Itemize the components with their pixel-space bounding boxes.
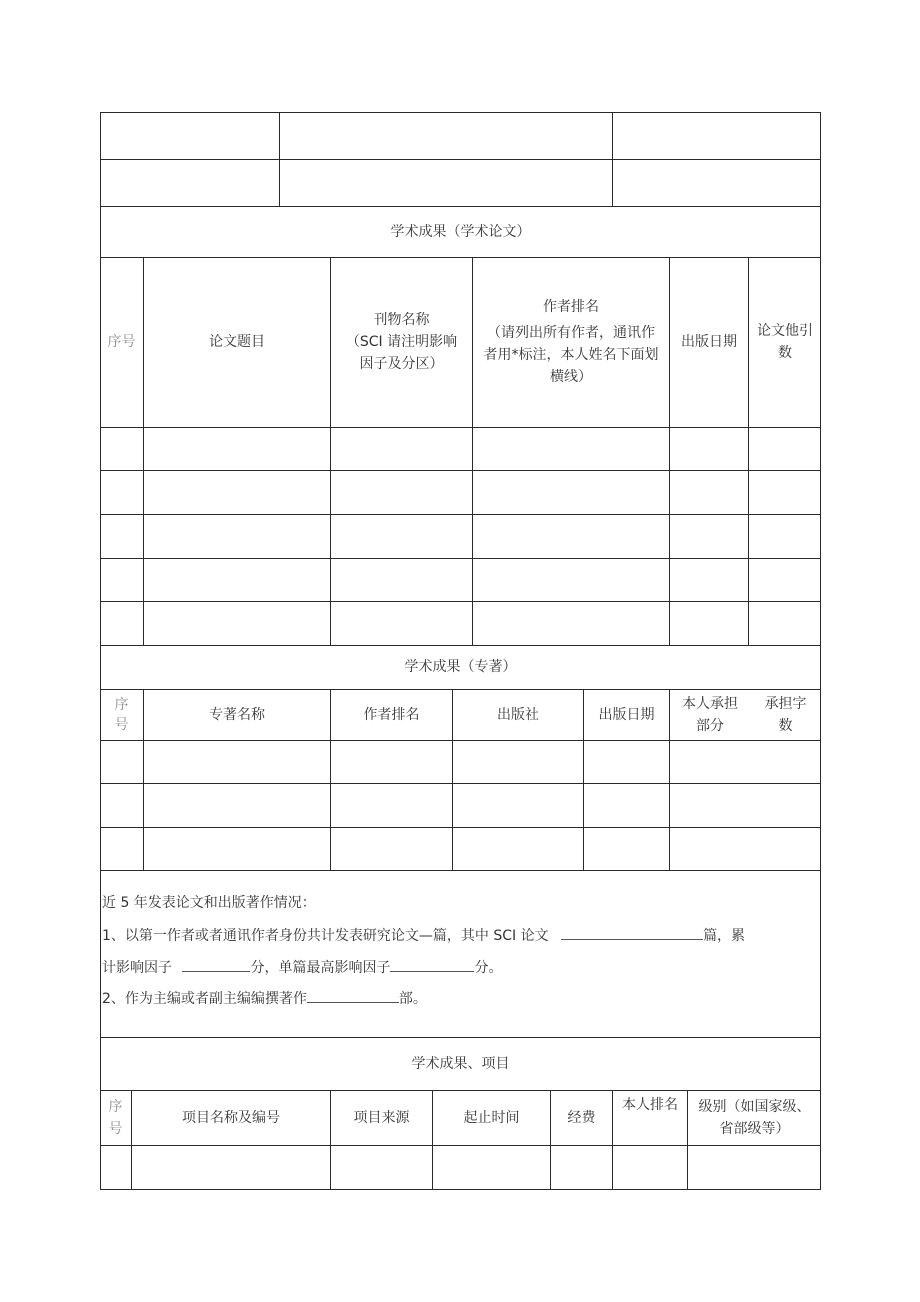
section-title-text: 学术成果（学术论文） [390,223,531,240]
divider [100,827,821,828]
section-title-text: 学术成果（专著） [404,659,517,675]
header-project-source: 项目来源 [353,1109,410,1126]
header-book-name: 专著名称 [209,706,265,723]
section-title-text: 学术成果、项目 [411,1055,510,1072]
sci-count-blank[interactable] [561,925,703,940]
header-paper-title: 论文题目 [209,334,265,350]
divider [100,427,821,428]
header-funding: 经费 [567,1109,596,1126]
header-citations: 论文他引 数 [757,323,813,361]
info-cell[interactable] [613,159,821,206]
section-title-books [100,645,821,689]
info-cell[interactable] [100,112,279,159]
total-impact-blank[interactable] [182,957,250,972]
summary-intro: 近 5 年发表论文和出版著作情况： [102,895,316,911]
header-journal: 刊物名称 （SCI 请注明影响 因子及分区） [345,312,458,372]
info-cell[interactable] [613,112,821,159]
header-seq: 序 号 [108,1098,123,1137]
divider [100,601,821,602]
divider [100,514,821,515]
header-author-rank: 作者排名 [363,706,420,723]
max-impact-blank[interactable] [390,957,474,972]
book-count-blank[interactable] [307,988,399,1003]
header-project-name: 项目名称及编号 [182,1109,280,1126]
header-self-rank: 本人排名 [622,1097,678,1113]
divider [100,470,821,471]
summary-line-3: 2、作为主编或者副主编编撰著作 部。 [102,988,427,1009]
divider [100,870,821,871]
header-word-count: 承担字 数 [764,695,807,734]
summary-line-2: 计影响因子 分，单篇最高影响因子 分。 [102,957,502,978]
header-own-part: 本人承担 部分 [682,695,738,734]
divider [100,558,821,559]
summary-line-1: 1、以第一作者或者通讯作者身份共计发表研究论文—篇，其中 SCI 论文 篇，累 [102,925,745,946]
divider [100,740,821,741]
info-cell[interactable] [280,159,612,206]
header-seq: 序 号 [114,696,129,733]
header-level: 级别（如国家级、 省部级等） [698,1098,811,1137]
header-period: 起止时间 [463,1109,520,1126]
header-pub-date: 出版日期 [681,334,737,350]
header-publisher: 出版社 [497,706,539,723]
info-cell[interactable] [280,112,612,159]
header-seq: 序号 [107,334,136,350]
info-cell[interactable] [100,159,279,206]
divider [100,1145,821,1146]
divider [100,783,821,784]
section-title-papers [100,206,821,257]
section-title-projects [100,1037,821,1090]
header-pub-date: 出版日期 [598,706,655,723]
header-author-rank: 作者排名 （请列出所有作者，通讯作 者用*标注，本人姓名下面划 横线） [483,299,659,385]
